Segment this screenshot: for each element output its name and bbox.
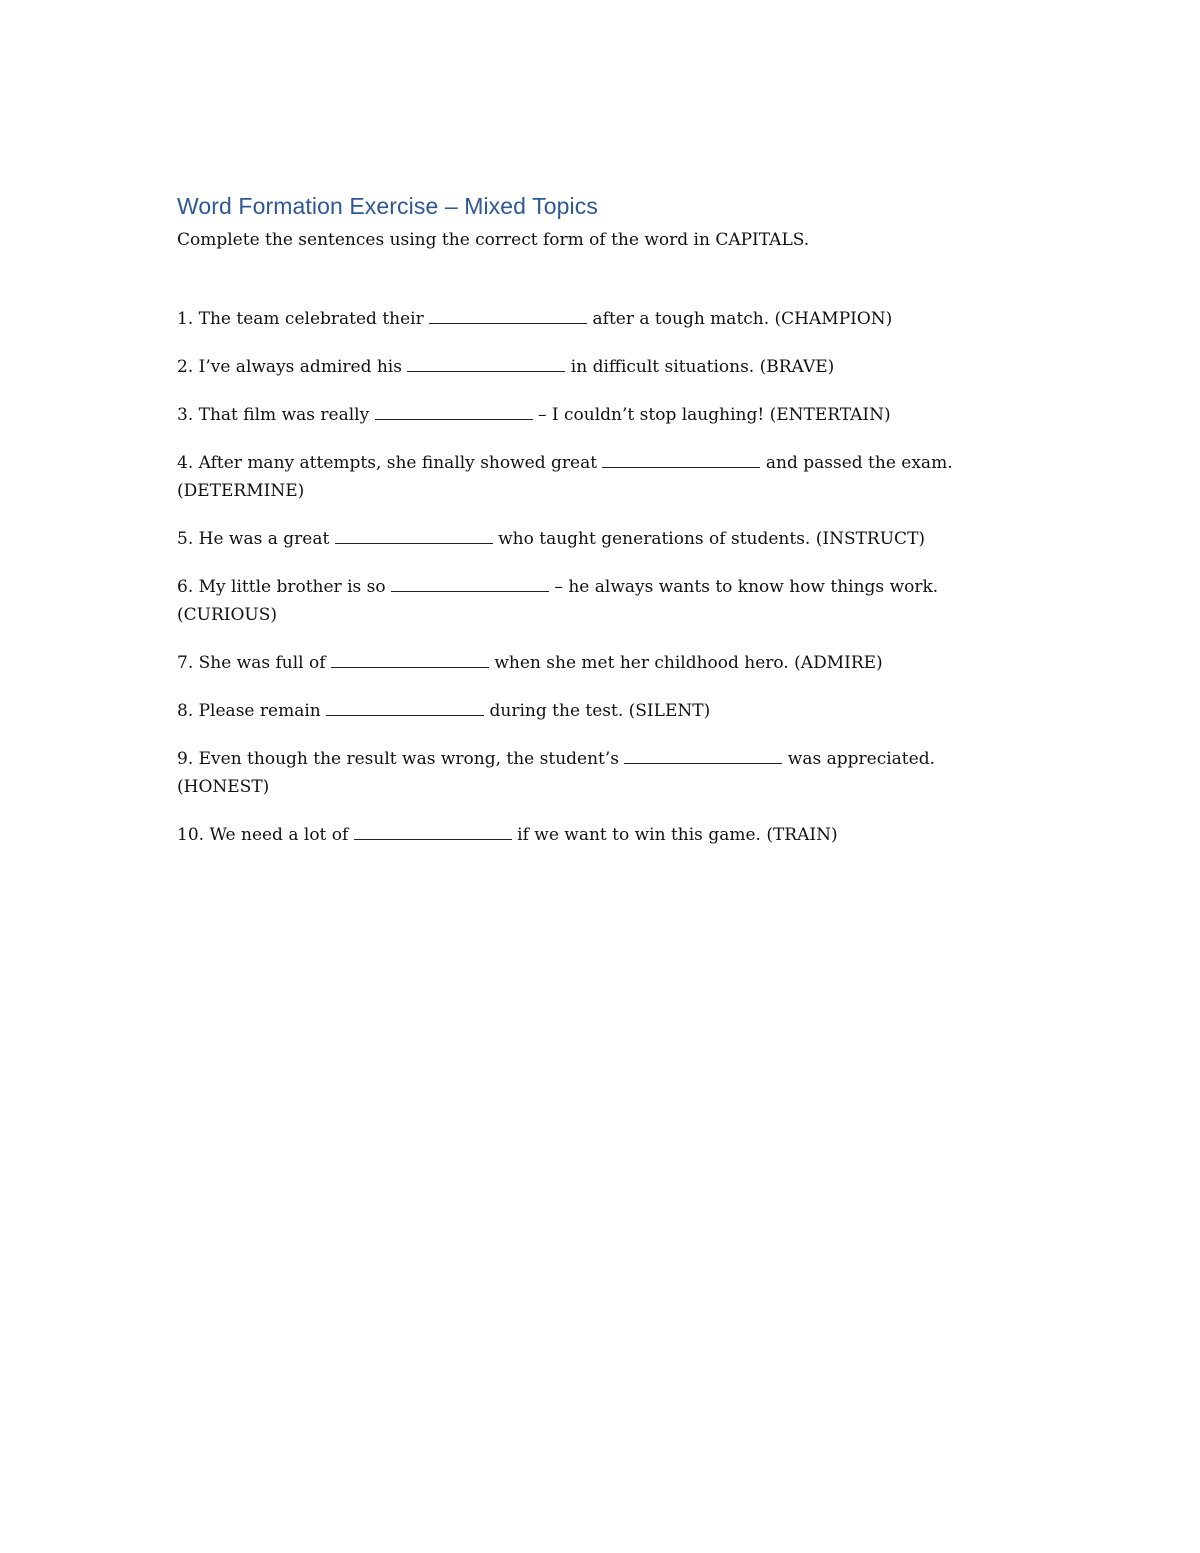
item-text-before: 10. We need a lot of: [177, 825, 354, 845]
exercise-item-8: [177, 697, 1017, 725]
item-text-after: after a tough match. (CHAMPION): [587, 309, 893, 329]
exercise-item-5: [177, 525, 1017, 553]
item-text-after: and passed the exam. (DETERMINE): [177, 453, 953, 501]
page-title: Word Formation Exercise – Mixed Topics: [177, 193, 598, 219]
answer-blank: [375, 403, 533, 420]
document-content: [177, 190, 1017, 869]
item-text-after: during the test. (SILENT): [484, 701, 711, 721]
answer-blank: [331, 651, 489, 668]
exercise-item-1: [177, 305, 1017, 333]
exercise-item-3: [177, 401, 1017, 429]
item-text-before: 2. I’ve always admired his: [177, 357, 408, 377]
exercise-item-6: [177, 573, 1017, 629]
item-text-before: 1. The team celebrated their: [177, 309, 430, 329]
item-text-after: was appreciated. (HONEST): [177, 749, 935, 797]
answer-blank: [602, 451, 760, 468]
item-text-before: 4. After many attempts, she finally showed great: [177, 453, 603, 473]
item-text-after: when she met her childhood hero. (ADMIRE): [488, 653, 883, 673]
answer-blank: [407, 355, 565, 372]
item-text-after: if we want to win this game. (TRAIN): [511, 825, 838, 845]
item-text-before: 6. My little brother is so: [177, 577, 392, 597]
item-text-before: 7. She was full of: [177, 653, 331, 673]
answer-blank: [391, 575, 549, 592]
exercise-item-2: [177, 353, 1017, 381]
item-text-after: who taught generations of students. (INSTRUCT): [492, 529, 926, 549]
exercise-item-7: [177, 649, 1017, 677]
answer-blank: [429, 307, 587, 324]
answer-blank: [354, 823, 512, 840]
item-text-after: in difficult situations. (BRAVE): [565, 357, 835, 377]
item-text-before: 9. Even though the result was wrong, the student’s: [177, 749, 625, 769]
exercise-list: [177, 305, 1017, 849]
exercise-item-9: [177, 745, 1017, 801]
item-text-after: – he always wants to know how things work. (CURIOUS): [177, 577, 939, 625]
exercise-item-10: [177, 821, 1017, 849]
exercise-item-4: [177, 449, 1017, 505]
item-text-before: 5. He was a great: [177, 529, 335, 549]
answer-blank: [624, 747, 782, 764]
instructions-text: Complete the sentences using the correct form of the word in CAPITALS.: [177, 230, 810, 250]
answer-blank: [326, 699, 484, 716]
item-text-before: 3. That film was really: [177, 405, 375, 425]
item-text-before: 8. Please remain: [177, 701, 327, 721]
answer-blank: [335, 527, 493, 544]
item-text-after: – I couldn’t stop laughing! (ENTERTAIN): [532, 405, 891, 425]
